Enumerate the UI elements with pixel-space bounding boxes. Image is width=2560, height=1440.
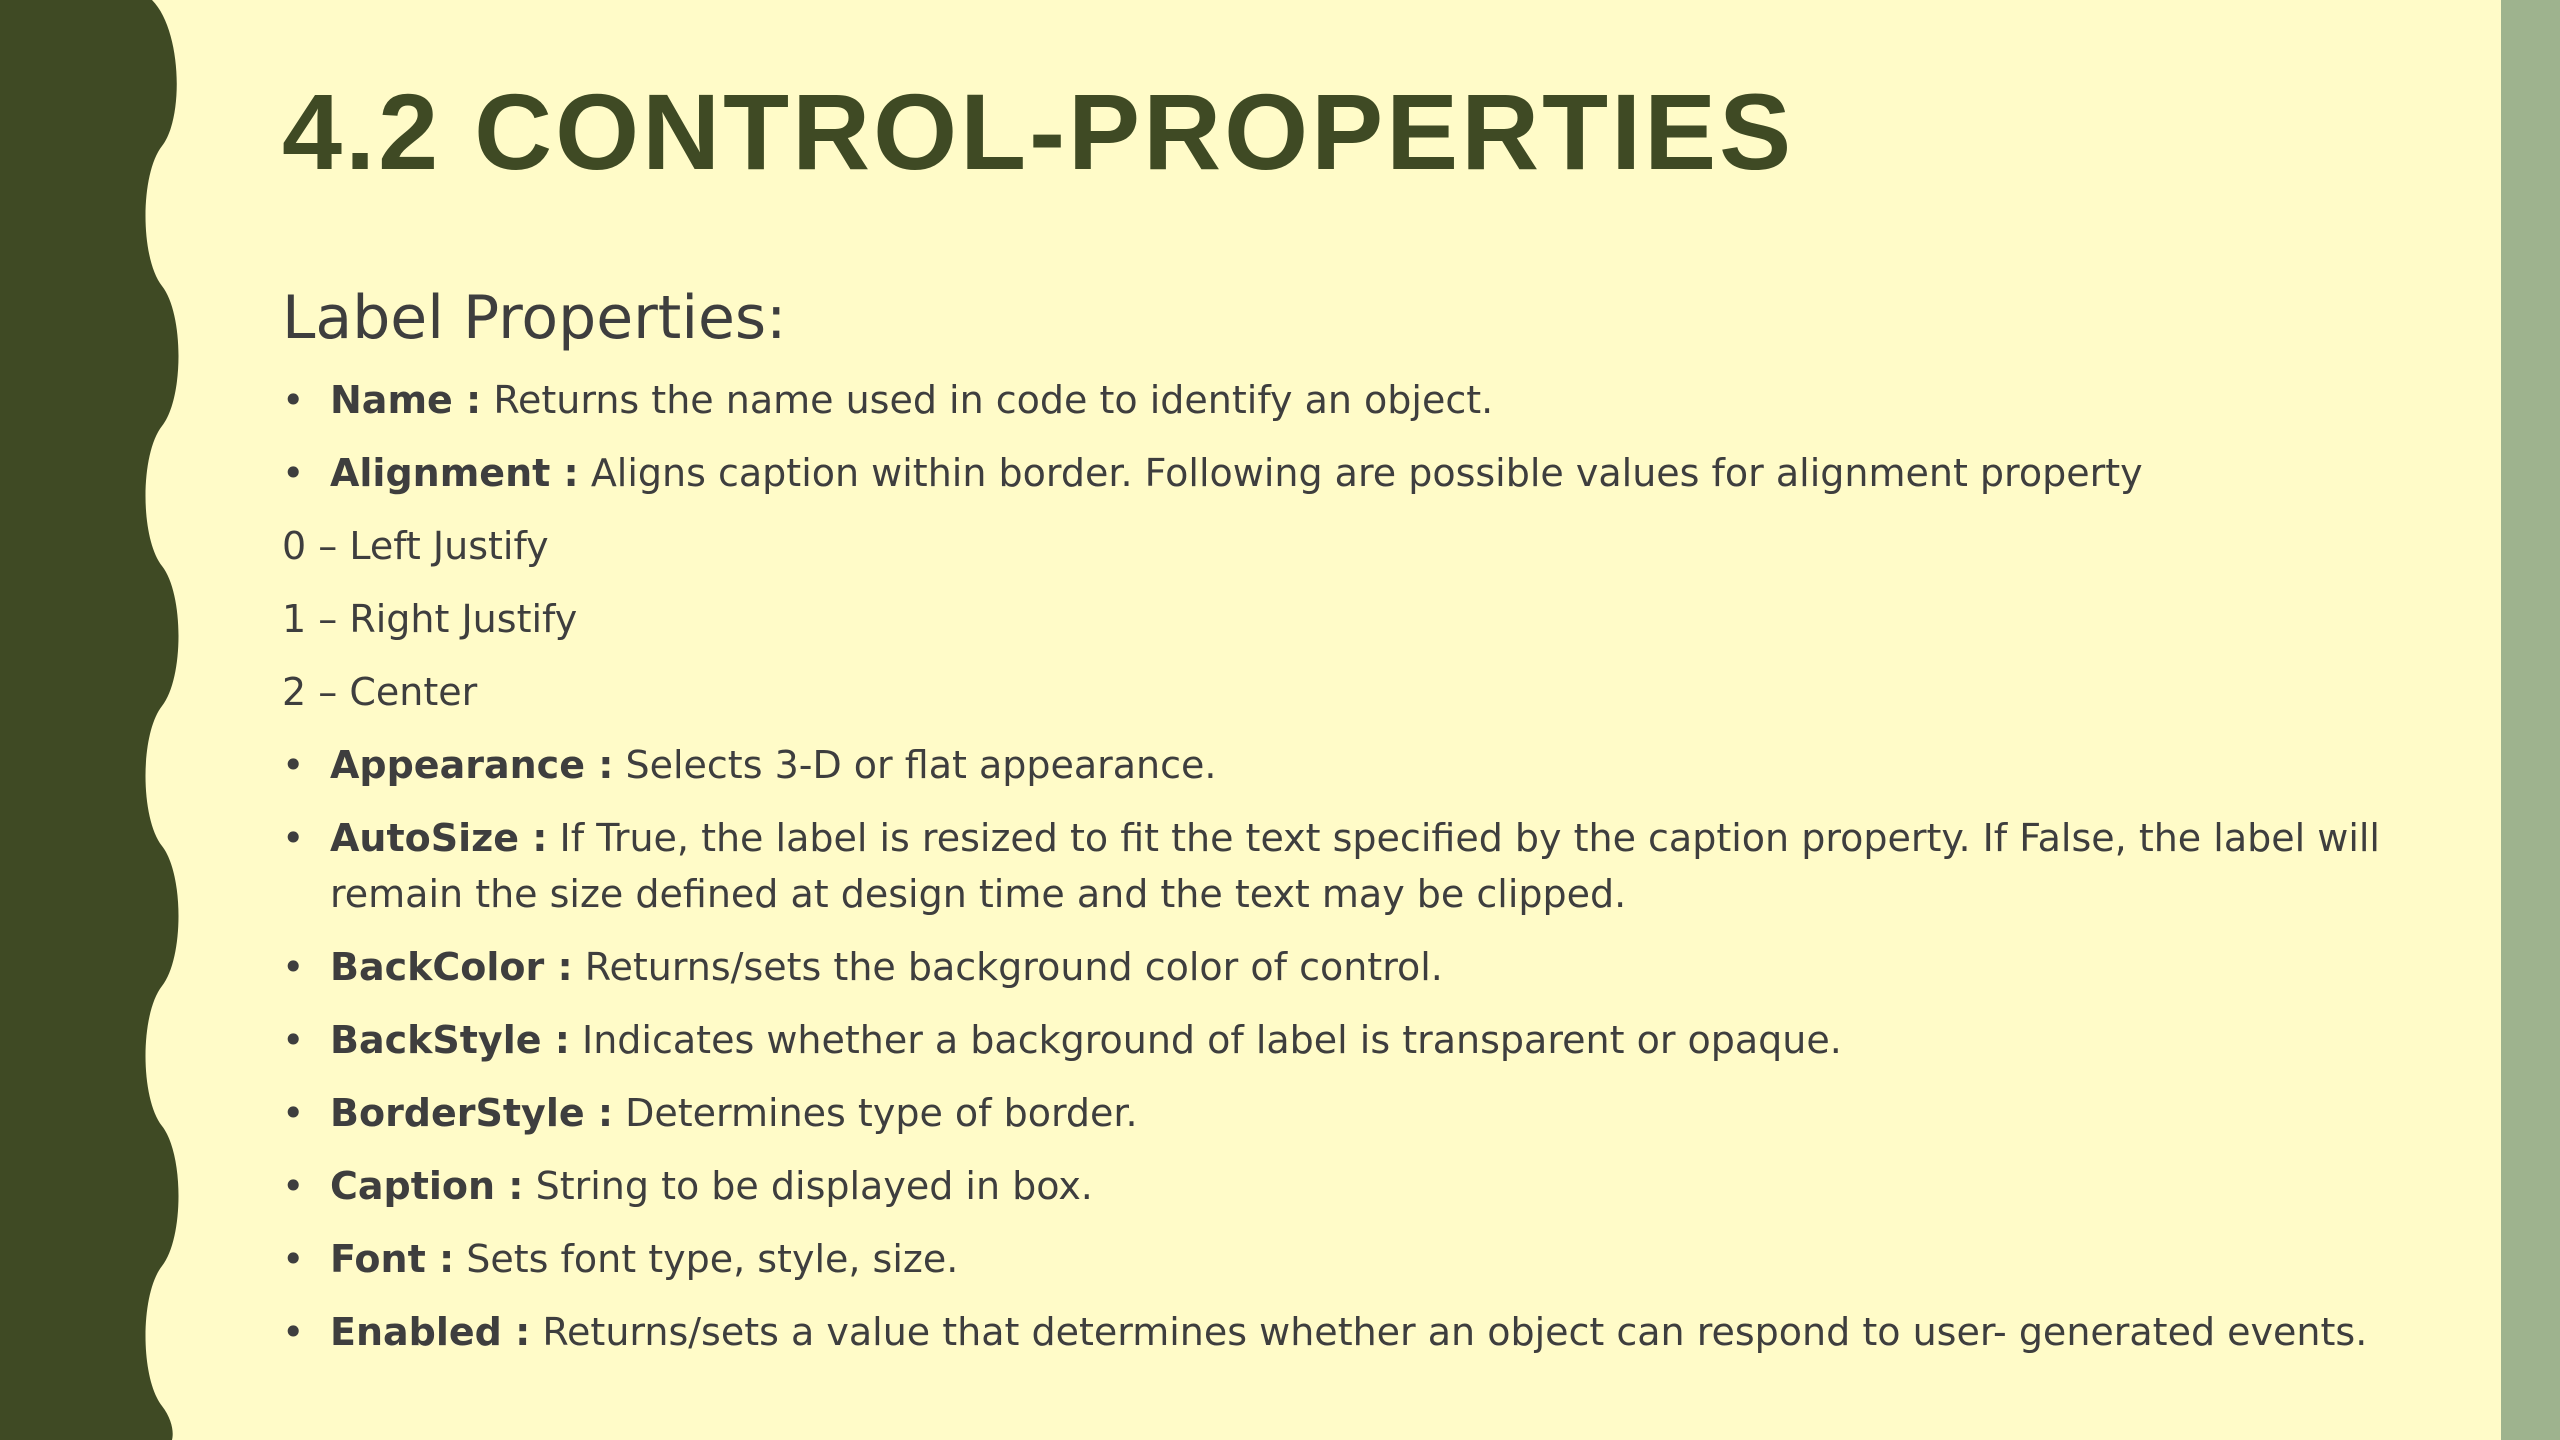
list-item-alignment <box>282 445 2442 501</box>
list-item-backcolor <box>282 939 2442 995</box>
bullet-icon: • <box>282 1237 305 1281</box>
property-description: Selects 3-D or flat appearance. <box>613 743 1217 787</box>
alignment-value-right: 1 – Right Justify <box>282 597 578 641</box>
list-item-caption <box>282 1158 2442 1214</box>
property-description: Returns the name used in code to identify an object. <box>481 378 1494 422</box>
bullet-icon: • <box>282 1310 305 1354</box>
bullet-icon: • <box>282 1018 305 1062</box>
property-term: Enabled : <box>330 1310 531 1354</box>
list-item-font <box>282 1231 2442 1287</box>
property-term: AutoSize : <box>330 816 548 860</box>
list-item-enabled <box>282 1304 2442 1360</box>
property-description: Indicates whether a background of label is transparent or opaque. <box>569 1018 1842 1062</box>
property-description: Returns/sets the background color of control. <box>572 945 1443 989</box>
property-description: Returns/sets a value that determines whether an object can respond to user- generated events. <box>530 1310 2368 1354</box>
property-description: String to be displayed in box. <box>523 1164 1093 1208</box>
property-description: Determines type of border. <box>613 1091 1138 1135</box>
property-term: Alignment : <box>330 451 579 495</box>
slide-title: 4.2 CONTROL-PROPERTIES <box>282 71 1795 192</box>
list-item-name <box>282 372 2442 428</box>
property-term: Caption : <box>330 1164 524 1208</box>
section-subtitle: Label Properties: <box>282 283 787 353</box>
list-item-appearance <box>282 737 2442 793</box>
property-description: Sets font type, style, size. <box>454 1237 959 1281</box>
property-term: Appearance : <box>330 743 614 787</box>
alignment-value-center: 2 – Center <box>282 670 478 714</box>
list-item-borderstyle <box>282 1085 2442 1141</box>
wavy-left-band <box>0 0 200 1440</box>
bullet-icon: • <box>282 451 305 495</box>
bullet-icon: • <box>282 945 305 989</box>
bullet-icon: • <box>282 743 305 787</box>
property-term: BackColor : <box>330 945 573 989</box>
property-term: BackStyle : <box>330 1018 570 1062</box>
bullet-icon: • <box>282 1164 305 1208</box>
bullet-icon: • <box>282 378 305 422</box>
right-accent-band <box>2501 0 2560 1440</box>
property-term: Font : <box>330 1237 455 1281</box>
list-item-autosize <box>282 810 2442 922</box>
alignment-value-left: 0 – Left Justify <box>282 524 549 568</box>
property-description: If True, the label is resized to fit the text specified by the caption property. If False, the label will remain the size defined at design time and the text may be clipped. <box>330 816 2380 916</box>
property-term: Name : <box>330 378 482 422</box>
property-description: Aligns caption within border. Following are possible values for alignment property <box>578 451 2143 495</box>
bullet-icon: • <box>282 816 305 860</box>
property-term: BorderStyle : <box>330 1091 614 1135</box>
list-item-backstyle <box>282 1012 2442 1068</box>
bullet-icon: • <box>282 1091 305 1135</box>
slide-content <box>282 278 2442 1377</box>
